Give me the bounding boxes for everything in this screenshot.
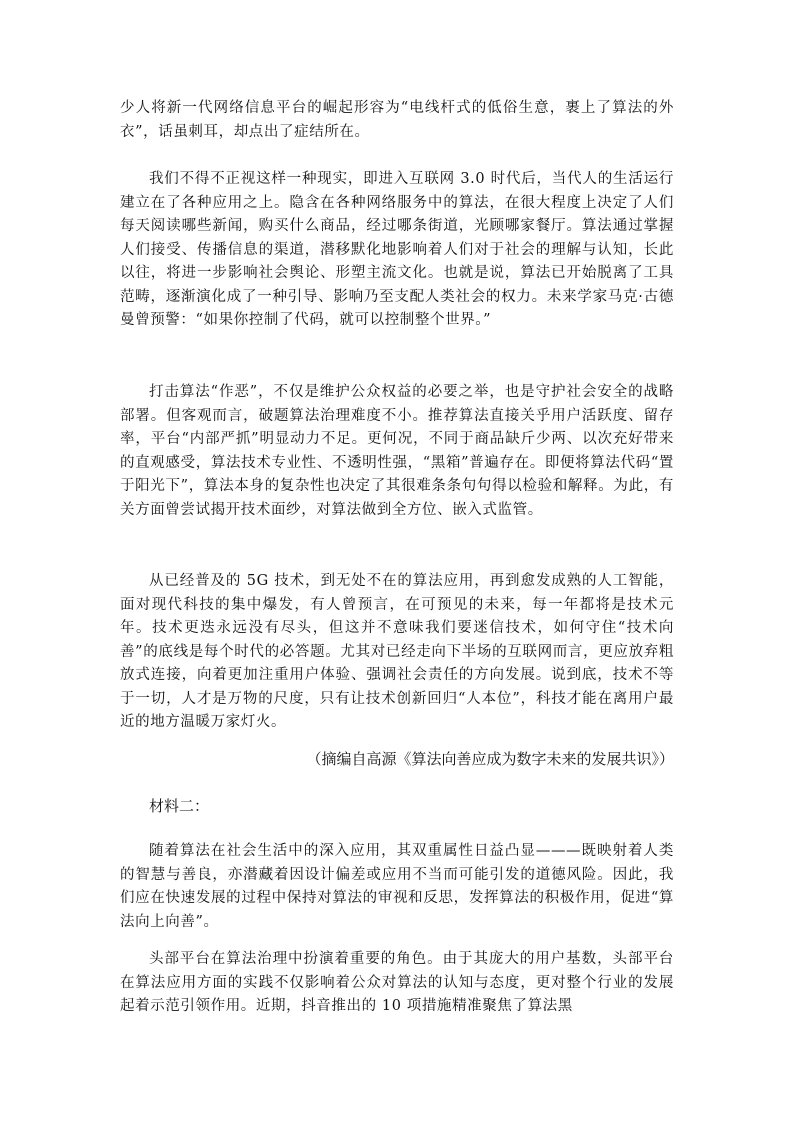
section-label-material-two: 材料二：	[149, 797, 210, 815]
paragraph-algorithm-reality: 我们不得不正视这样一种现实，即进入互联网 3.0 时代后，当代人的生活运行建立在了各种应用之上。隐含在各种网络服务中的算法，在很大程度上决定了人们每天阅读哪些新闻，购买什么商品，经过哪条街道，光顾哪家餐厅。算法通过掌握人们接受、传播信息的渠道，潜移默化地影响着人们对于社会的理解与认知，长此以往，将进一步影响社会舆论、形塑主流文化。也就是说，算法已开始脱离了工具范畴，逐渐演化成了一种引导、影响乃至支配人类社会的权力。未来学家马克·古德曼曾预警：“如果你控制了代码，就可以控制整个世界。”	[120, 171, 674, 328]
paragraph-algorithm-governance: 打击算法“作恶”，不仅是维护公众权益的必要之举，也是守护社会安全的战略部署。但客观而言，破题算法治理难度不小。推荐算法直接关乎用户活跃度、留存率，平台“内部严抓”明显动力不足。更何况，不同于商品缺斤少两、以次充好带来的直观感受，算法技术专业性、不透明性强，“黑箱”普遍存在。即便将算法代码“置于阳光下”，算法本身的复杂性也决定了其很难条条句句得以检验和解释。为此，有关方面曾尝试揭开技术面纱，对算法做到全方位、嵌入式监管。	[120, 384, 674, 518]
paragraph-dual-nature: 随着算法在社会生活中的深入应用，其双重属性日益凸显———既映射着人类的智慧与善良，亦潜藏着因设计偏差或应用不当而可能引发的道德风险。因此，我们应在快速发展的过程中保持对算法的审视和反思，发挥算法的积极作用，促进“算法向上向善”。	[120, 843, 674, 930]
source-citation: （摘编自高源《算法向善应成为数字未来的发展共识》）	[306, 750, 674, 768]
paragraph-tech-for-good: 从已经普及的 5G 技术，到无处不在的算法应用，再到愈发成熟的人工智能，面对现代科技的集中爆发，有人曾预言，在可预见的未来，每一年都将是技术元年。技术更迭永远没有尽头，但这并不意味我们要迷信技术，如何守住“技术向善”的底线是每个时代的必答题。尤其对已经走向下半场的互联网而言，更应放弃粗放式连接，向着更加注重用户体验、强调社会责任的方向发展。说到底，技术不等于一切，人才是万物的尺度，只有让技术创新回归“人本位”，科技才能在离用户最近的地方温暖万家灯火。	[120, 573, 674, 730]
paragraph-continuation: 少人将新一代网络信息平台的崛起形容为“电线杆式的低俗生意，裹上了算法的外衣”，话虽刺耳，却点出了症结所在。	[120, 100, 674, 140]
paragraph-platform-role: 头部平台在算法治理中扮演着重要的角色。由于其庞大的用户基数，头部平台在算法应用方面的实践不仅影响着公众对算法的认知与态度，更对整个行业的发展起着示范引领作用。近期，抖音推出的 10 项措施精准聚焦了算法黑	[120, 951, 674, 1014]
